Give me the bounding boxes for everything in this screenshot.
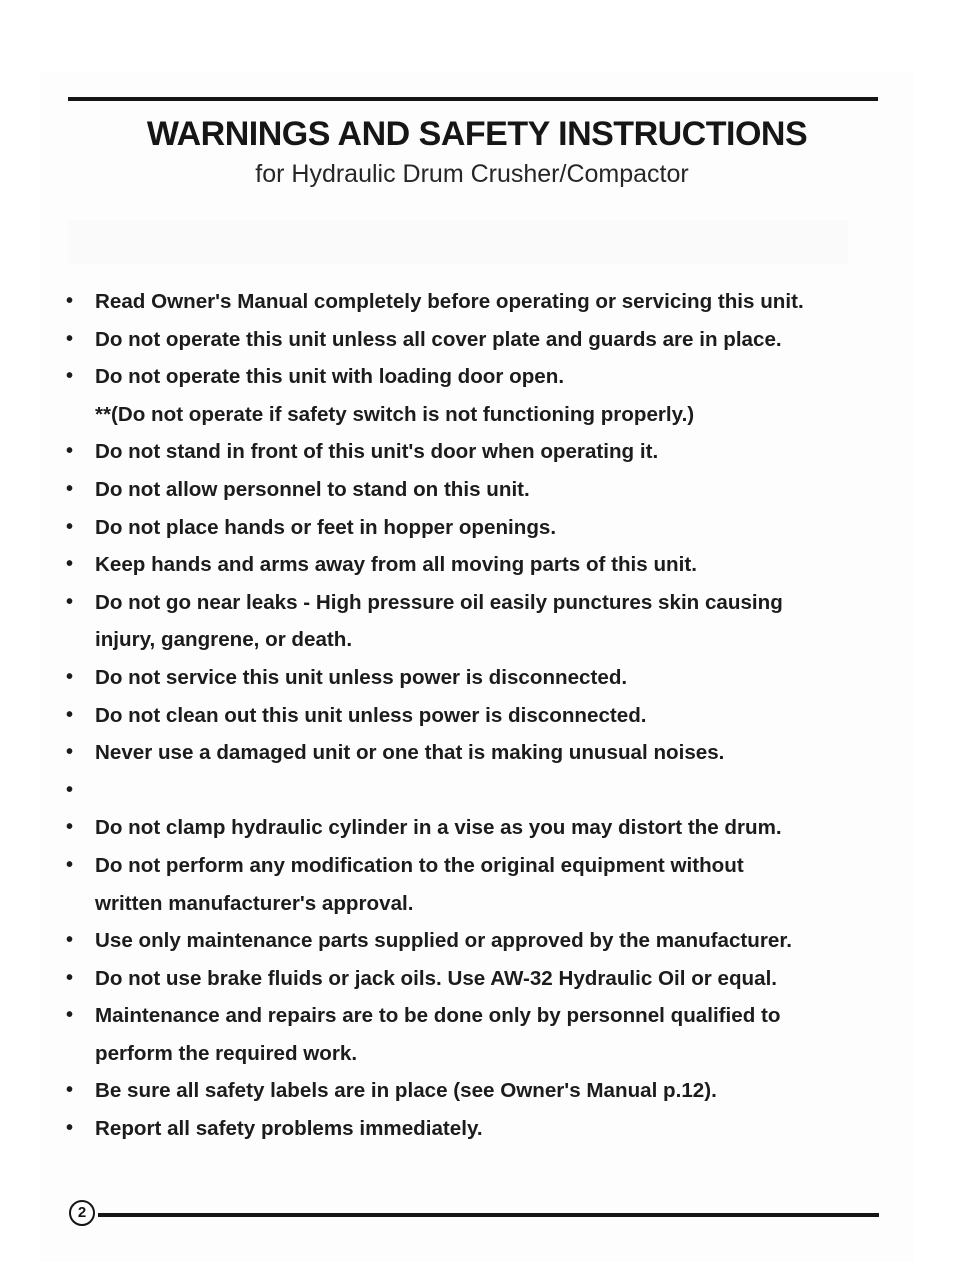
- warning-item: • Do not clean out this unit unless power is disconnected.: [0, 697, 900, 735]
- warning-item: • Use only maintenance parts supplied or approved by the manufacturer.: [0, 922, 900, 960]
- bottom-rule: [98, 1213, 879, 1217]
- warning-item: • Do not operate this unit unless all cover plate and guards are in place.: [0, 321, 900, 359]
- warning-item-continuation: injury, gangrene, or death.: [95, 628, 353, 652]
- warning-item: • Do not clamp hydraulic cylinder in a vise as you may distort the drum.: [0, 809, 900, 847]
- page-number: 2: [69, 1200, 95, 1226]
- warning-item: • Keep hands and arms away from all moving parts of this unit.: [0, 546, 900, 584]
- warning-item: • Do not operate this unit with loading door open.: [0, 358, 900, 396]
- page-subtitle: for Hydraulic Drum Crusher/Compactor: [255, 160, 689, 188]
- warning-item: • Do not use brake fluids or jack oils. Use AW-32 Hydraulic Oil or equal.: [0, 960, 900, 998]
- warning-item: • Be sure all safety labels are in place (see Owner's Manual p.12).: [0, 1072, 900, 1110]
- warning-item-continuation: written manufacturer's approval.: [95, 891, 414, 915]
- warning-item-continuation: **(Do not operate if safety switch is not functioning properly.): [95, 402, 695, 426]
- page-title: WARNINGS AND SAFETY INSTRUCTIONS: [146, 115, 808, 153]
- warning-item: • Do not place hands or feet in hopper openings.: [0, 509, 900, 547]
- blank-box: [68, 220, 848, 264]
- warning-item: [0, 772, 900, 810]
- warnings-list: [0, 283, 900, 1148]
- warning-item: • Do not go near leaks - High pressure oil easily punctures skin causing: [0, 584, 900, 622]
- warning-item: • Do not allow personnel to stand on this unit.: [0, 471, 900, 509]
- warning-item: • Do not perform any modification to the original equipment without: [0, 847, 900, 885]
- warning-item: • Read Owner's Manual completely before operating or servicing this unit.: [0, 283, 900, 321]
- warning-item: • Maintenance and repairs are to be done only by personnel qualified to: [0, 997, 900, 1035]
- warning-item: • Report all safety problems immediately.: [0, 1110, 900, 1148]
- warning-item: • Never use a damaged unit or one that is making unusual noises.: [0, 734, 900, 772]
- top-rule: [68, 97, 878, 101]
- warning-item-continuation: perform the required work.: [95, 1041, 358, 1065]
- warning-item: • Do not stand in front of this unit's door when operating it.: [0, 433, 900, 471]
- warning-item: • Do not service this unit unless power is disconnected.: [0, 659, 900, 697]
